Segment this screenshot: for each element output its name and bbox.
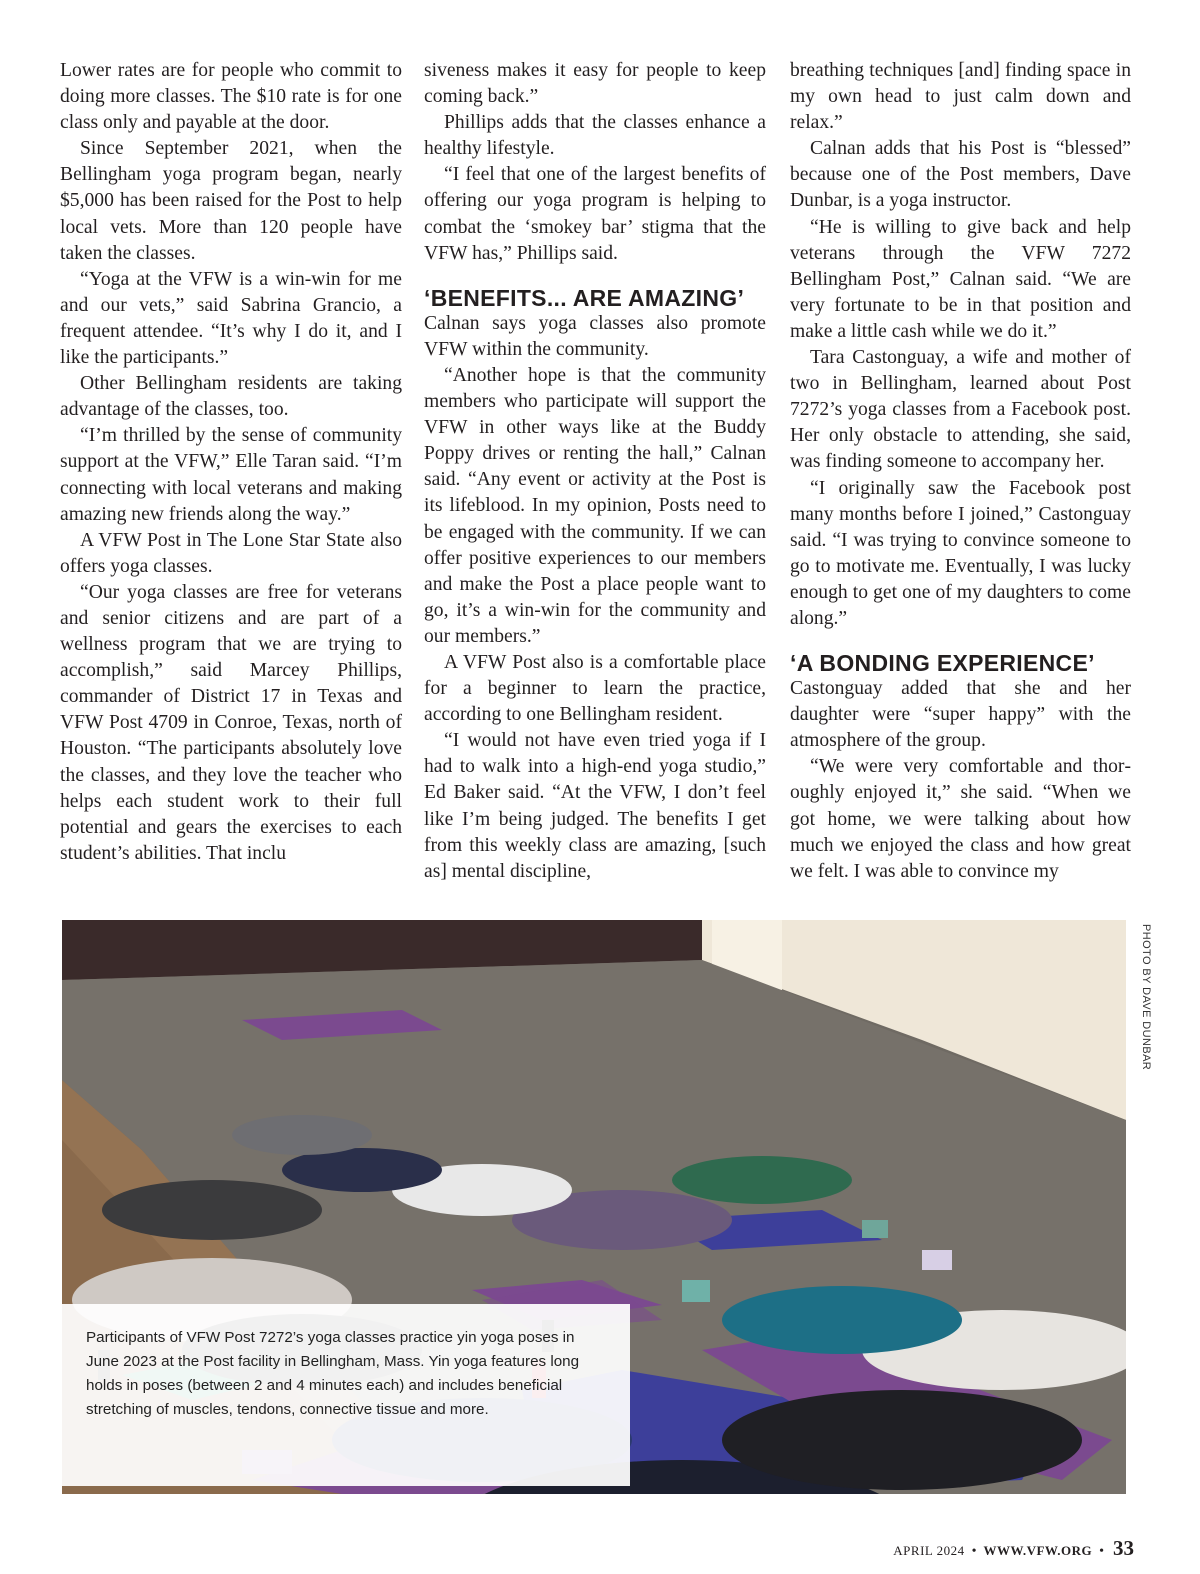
- caption-text: Participants of VFW Post 7272’s yoga classes practice yin yoga poses in June 2023 at the Post facility in Bellingham, Mass. Yin yoga features long holds in poses (between 2 and 4 minutes each) and includes beneficial stretching of muscles, tendons, connective tissue and more.: [86, 1329, 580, 1418]
- page-number: 33: [1113, 1536, 1134, 1560]
- paragraph: siveness makes it easy for people to keep coming back.”: [424, 60, 766, 108]
- paragraph: “Our yoga classes are free for veterans and senior citizens and are part of a wellness program that we are trying to accomplish,” said Marcey Phillips, commander of District 17 in Texas and VFW Post 4709 in Conroe, Texas, north of Houston. “The participants absolutely love the classes, and they love the teacher who helps each student work to their full potential and gears the exercises to each student’s abilities. That inclu: [60, 581, 402, 864]
- paragraph: “I would not have even tried yoga if I had to walk into a high-end yoga studio,” Ed Baker said. “At the VFW, I don’t feel like I’m being judged. The benefits I get from this weekly class are amazing, [such as] mental discipline,: [424, 730, 766, 882]
- paragraph: A VFW Post also is a comfortable place for a beginner to learn the practice, according to one Bellingham resident.: [424, 651, 766, 726]
- article-column-2: [424, 58, 766, 885]
- paragraph: Tara Castonguay, a wife and mother of two in Bellingham, learned about Post 7272’s yoga classes from a Facebook post. Her only obstacle to attending, she said, was finding someone to accompany her.: [790, 347, 1131, 473]
- subhead-bonding: ‘A BONDING EXPERIENCE’: [790, 650, 1095, 677]
- article-column-3: [790, 58, 1131, 885]
- paragraph: “Yoga at the VFW is a win-win for me and our vets,” said Sabrina Grancio, a frequent attendee. “It’s why I do it, and I like the participants.”: [60, 268, 402, 369]
- separator: •: [1099, 1544, 1104, 1559]
- photo-credit: PHOTO BY DAVE DUNBAR: [1140, 924, 1152, 1071]
- subhead-benefits: ‘BENEFITS... ARE AMAZING’: [424, 284, 745, 311]
- paragraph: Castonguay added that she and her daughter were “super happy” with the atmosphere of the group.: [790, 678, 1131, 752]
- paragraph: breathing techniques [and] finding space in my own head to just calm down and relax.”: [790, 60, 1131, 134]
- issue-date: APRIL 2024: [893, 1543, 965, 1558]
- paragraph: Lower rates are for people who commit to doing more classes. The $10 rate is for one class only and payable at the door.: [60, 60, 402, 134]
- photo-caption: [62, 1304, 630, 1486]
- paragraph: Other Bellingham residents are taking advantage of the classes, too.: [60, 373, 402, 421]
- paragraph: Since September 2021, when the Bellingham yoga program began, nearly $5,000 has been raised for the Post to help local vets. More than 120 people have taken the classes.: [60, 138, 402, 264]
- article-column-1: [60, 58, 402, 867]
- paragraph: “I feel that one of the largest benefits of offering our yoga program is helping to combat the ‘smokey bar’ stigma that the VFW has,” Phillips said.: [424, 164, 766, 264]
- paragraph: “We were very comfortable and thoroughly enjoyed it,” she said. “When we got home, we were talking about how much we enjoyed the class and how great we felt. I was able to convince my: [790, 756, 1131, 882]
- website-link[interactable]: WWW.VFW.ORG: [983, 1543, 1093, 1558]
- paragraph: Calnan says yoga classes also promote VFW within the community.: [424, 312, 766, 360]
- paragraph: A VFW Post in The Lone Star State also offers yoga classes.: [60, 529, 402, 577]
- paragraph: Calnan adds that his Post is “blessed” because one of the Post members, Dave Dunbar, is a yoga instructor.: [790, 138, 1131, 212]
- paragraph: “I’m thrilled by the sense of community support at the VFW,” Elle Taran said. “I’m connecting with local veterans and making amazing new friends along the way.”: [60, 425, 402, 525]
- paragraph: “He is willing to give back and help veterans through the VFW 7272 Bellingham Post,” Calnan said. “We are very fortunate to be in that position and make a little cash while we do it.”: [790, 216, 1131, 342]
- paragraph: “Another hope is that the community members who participate will support the VFW in other ways like at the Buddy Poppy drives or renting the hall,” Calnan said. “Any event or activity at the Post is its lifeblood. In my opinion, Posts need to be engaged with the community. If we can offer positive experiences to our members and make the Post a place people want to go, it’s a win-win for the community and our members.”: [424, 364, 766, 647]
- paragraph: “I originally saw the Facebook post many months before I joined,” Castonguay said. “I was trying to convince someone to go to motivate me. Eventually, I was lucky enough to get one of my daughters to come along.”: [790, 477, 1131, 629]
- separator: •: [971, 1544, 977, 1559]
- page-footer: [893, 1536, 1134, 1561]
- paragraph: Phillips adds that the classes enhance a healthy lifestyle.: [424, 112, 766, 160]
